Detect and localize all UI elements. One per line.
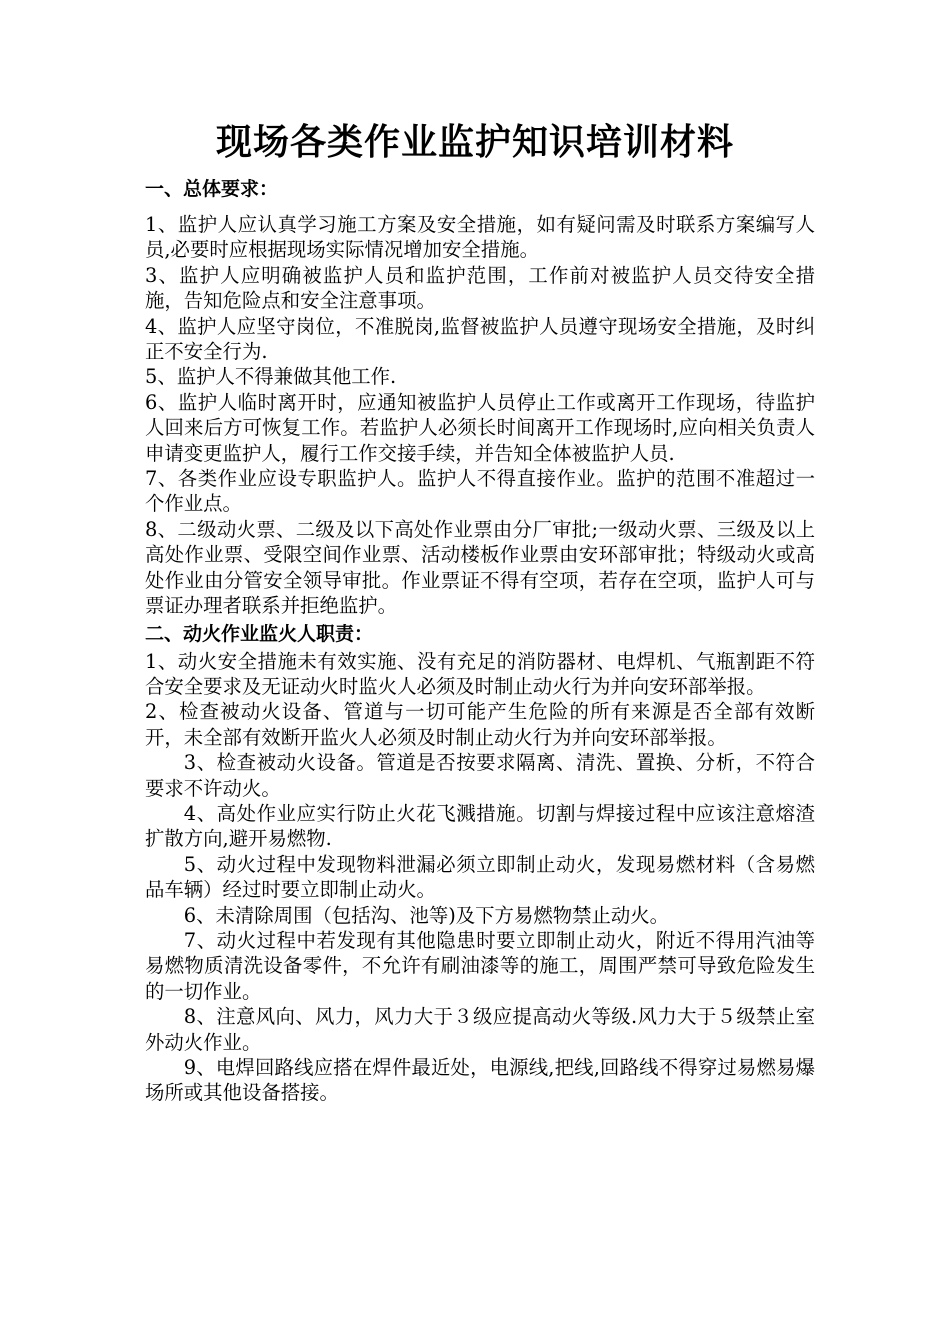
document-title: 现场各类作业监护知识培训材料	[215, 122, 734, 163]
paragraph: 8、二级动火票、二级及以下高处作业票由分厂审批;一级动火票、三级及以上高处作业票、受限空间作业票、活动楼板作业票由安环部审批；特级动火或高处作业由分管安全领导审批。作业票证不得有空项，若存在空项，监护人可与票证办理者联系并拒绝监护。	[145, 517, 815, 618]
paragraph: 7、动火过程中若发现有其他隐患时要立即制止动火，附近不得用汽油等易燃物质清洗设备零件，不允许有刷油漆等的施工，周围严禁可导致危险发生的一切作业。	[145, 928, 815, 1003]
paragraph: 3、检查被动火设备。管道是否按要求隔离、清洗、置换、分析，不符合要求不许动火。	[145, 751, 815, 800]
document-body	[145, 174, 815, 1106]
paragraph: 9、电焊回路线应搭在焊件最近处，电源线,把线,回路线不得穿过易燃易爆场所或其他设备搭接。	[145, 1056, 815, 1105]
paragraph: 6、未清除周围（包括沟、池等)及下方易燃物禁止动火。	[183, 903, 670, 927]
paragraph: 4、监护人应坚守岗位，不准脱岗,监督被监护人员遵守现场安全措施，及时纠正不安全行为.	[145, 314, 815, 364]
section-heading-general: 一、总体要求：	[145, 178, 279, 200]
paragraph: 1、监护人应认真学习施工方案及安全措施，如有疑问需及时联系方案编写人员,必要时应根据现场实际情况增加安全措施。	[145, 213, 815, 262]
paragraph: 2、检查被动火设备、管道与一切可能产生危险的所有来源是否全部有效断开，未全部有效断开监火人必须及时制止动火行为并向安环部举报。	[145, 700, 815, 749]
paragraph: 5、监护人不得兼做其他工作.	[145, 365, 397, 389]
paragraph: 8、注意风向、风力，风力大于３级应提高动火等级.风力大于５级禁止室外动火作业。	[145, 1005, 815, 1054]
paragraph: 5、动火过程中发现物料泄漏必须立即制止动火，发现易燃材料（含易燃品车辆）经过时要立即制止动火。	[145, 852, 815, 902]
paragraph: 4、高处作业应实行防止火花飞溅措施。切割与焊接过程中应该注意熔渣扩散方向,避开易燃物.	[145, 801, 815, 851]
paragraph: 1、动火安全措施未有效实施、没有充足的消防器材、电焊机、气瓶割距不符合安全要求及无证动火时监火人必须及时制止动火行为并向安环部举报。	[145, 649, 815, 698]
section-heading-fire-watch: 二、动火作业监火人职责：	[145, 622, 374, 645]
paragraph: 6、监护人临时离开时，应通知被监护人员停止工作或离开工作现场，待监护人回来后方可恢复工作。若监护人必须长时间离开工作现场时,应向相关负责人申请变更监护人，履行工作交接手续，并告知全体被监护人员.	[145, 390, 815, 465]
paragraph: 7、各类作业应设专职监护人。监护人不得直接作业。监护的范围不准超过一个作业点。	[145, 467, 815, 516]
paragraph: 3、监护人应明确被监护人员和监护范围，工作前对被监护人员交待安全措施，告知危险点和安全注意事项。	[145, 263, 815, 313]
